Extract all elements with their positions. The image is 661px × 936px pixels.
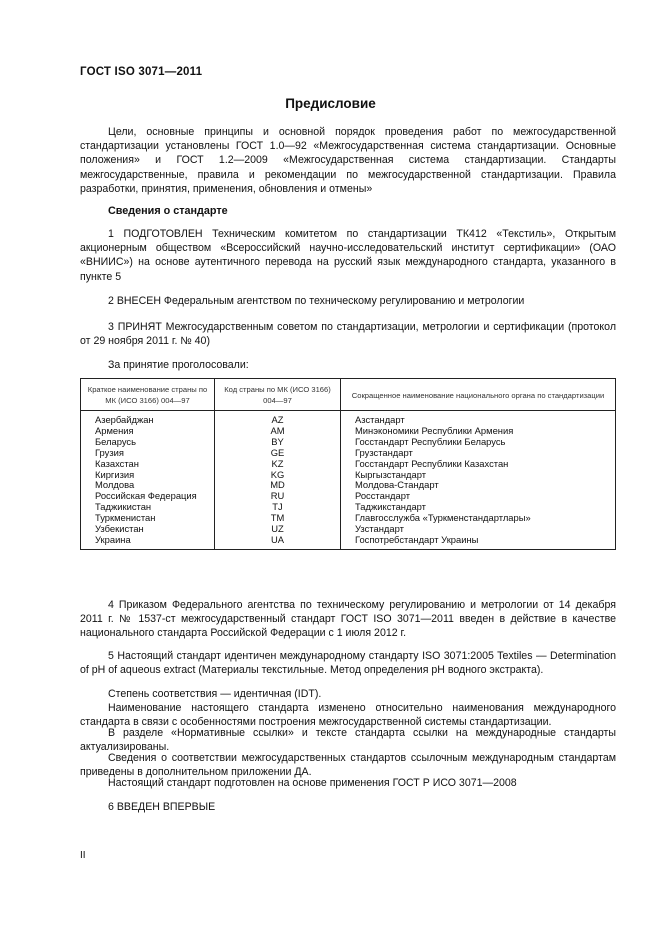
item-5-name-change: Наименование настоящего стандарта изменено относительно наименования международного стандарта в связи с особенностями построения межгосударственной системы стандартизации.: [80, 702, 616, 729]
intro-paragraph: Цели, основные принципы и основной порядок проведения работ по межгосударственной стандартизации установлены ГОСТ 1.0—92 «Межгосударственная система стандартизации. Основные положения» и ГОСТ 1.2—2009 «Межгосударственная система стандартизации. Стандарты межгосударственные, правила и рекомендации по межгосударственной стандартизации. Правила разработки, принятия, применения, обновления и отмены»: [80, 126, 616, 195]
item-5: 5 Настоящий стандарт идентичен международному стандарту ISO 3071:2005 Textiles — Determination of pH of aqueous extract (Материалы текстильные. Метод определения pH водного экстракта).: [80, 650, 616, 677]
header-country-name: Краткое наименование страны по МК (ИСО 3166) 004—97: [81, 379, 215, 411]
country-code-cell: KZ: [215, 459, 341, 470]
header-national-body: Сокращенное наименование национального органа по стандартизации: [341, 379, 616, 411]
country-code-cell: TM: [215, 513, 341, 524]
national-body-cell: Госстандарт Республики Казахстан: [341, 459, 616, 470]
country-code-cell: AM: [215, 426, 341, 437]
table-row: [81, 470, 616, 481]
national-body-cell: Грузстандарт: [341, 448, 616, 459]
country-code-cell: UZ: [215, 524, 341, 535]
country-name-cell: Украина: [81, 535, 215, 549]
item-1: 1 ПОДГОТОВЛЕН Техническим комитетом по стандартизации ТК412 «Текстиль», Открытым акционерным обществом «Всероссийский научно-исследовательский институт сертификации» (ОАО «ВНИИС») на основе аутентичного перевода на русский язык международного стандарта, указанного в пункте 5: [80, 228, 616, 283]
page-number: II: [80, 850, 86, 861]
country-name-cell: Российская Федерация: [81, 491, 215, 502]
national-body-cell: Азстандарт: [341, 411, 616, 426]
table-row: [81, 448, 616, 459]
country-code-cell: RU: [215, 491, 341, 502]
country-code-cell: KG: [215, 470, 341, 481]
country-name-cell: Узбекистан: [81, 524, 215, 535]
page-title: Предисловие: [285, 96, 376, 111]
voted-label: За принятие проголосовали:: [108, 359, 249, 371]
item-3: 3 ПРИНЯТ Межгосударственным советом по стандартизации, метрологии и сертификации (протокол от 29 ноября 2011 г. № 40): [80, 321, 616, 348]
item-5-degree: Степень соответствия — идентичная (IDT).: [108, 688, 322, 700]
item-2: 2 ВНЕСЕН Федеральным агентством по техническому регулированию и метрологии: [108, 295, 525, 307]
voting-table: [80, 378, 616, 550]
country-code-cell: GE: [215, 448, 341, 459]
item-4: 4 Приказом Федерального агентства по техническому регулированию и метрологии от 14 декабря 2011 г. № 1537-ст межгосударственный стандарт ГОСТ ISO 3071—2011 введен в действие в качестве национального стандарта Российской Федерации с 1 июля 2012 г.: [80, 599, 616, 640]
country-code-cell: MD: [215, 480, 341, 491]
national-body-cell: Таджикстандарт: [341, 502, 616, 513]
country-name-cell: Таджикистан: [81, 502, 215, 513]
table-row: [81, 437, 616, 448]
table-row: [81, 459, 616, 470]
national-body-cell: Госстандарт Республики Беларусь: [341, 437, 616, 448]
table-row: [81, 411, 616, 426]
table-row: [81, 524, 616, 535]
country-name-cell: Азербайджан: [81, 411, 215, 426]
country-name-cell: Беларусь: [81, 437, 215, 448]
country-name-cell: Армения: [81, 426, 215, 437]
item-6: 6 ВВЕДЕН ВПЕРВЫЕ: [108, 801, 216, 813]
national-body-cell: Госпотребстандарт Украины: [341, 535, 616, 549]
national-body-cell: Росстандарт: [341, 491, 616, 502]
country-code-cell: TJ: [215, 502, 341, 513]
national-body-cell: Узстандарт: [341, 524, 616, 535]
table-row: [81, 513, 616, 524]
country-code-cell: BY: [215, 437, 341, 448]
country-name-cell: Киргизия: [81, 470, 215, 481]
country-name-cell: Туркменистан: [81, 513, 215, 524]
item-5-references: В разделе «Нормативные ссылки» и тексте стандарта ссылки на международные стандарты актуализированы.: [80, 727, 616, 754]
country-code-cell: UA: [215, 535, 341, 549]
country-name-cell: Казахстан: [81, 459, 215, 470]
table-row: [81, 502, 616, 513]
national-body-cell: Главгосслужба «Туркменстандартлары»: [341, 513, 616, 524]
national-body-cell: Молдова-Стандарт: [341, 480, 616, 491]
table-row: [81, 535, 616, 549]
standard-code-header: ГОСТ ISO 3071—2011: [80, 66, 203, 78]
national-body-cell: Минэкономики Республики Армения: [341, 426, 616, 437]
national-body-cell: Кыргызстандарт: [341, 470, 616, 481]
country-name-cell: Грузия: [81, 448, 215, 459]
country-name-cell: Молдова: [81, 480, 215, 491]
country-code-cell: AZ: [215, 411, 341, 426]
table-row: [81, 426, 616, 437]
section-title: Сведения о стандарте: [108, 205, 228, 217]
item-5-conformity-info: Сведения о соответствии межгосударственных стандартов ссылочным международным стандартам приведены в дополнительном приложении ДА.: [80, 752, 616, 779]
table-row: [81, 491, 616, 502]
header-country-code: Код страны по МК (ИСО 3166) 004—97: [215, 379, 341, 411]
table-header-row: [81, 379, 616, 411]
item-5-basis: Настоящий стандарт подготовлен на основе применения ГОСТ Р ИСО 3071—2008: [108, 777, 517, 789]
